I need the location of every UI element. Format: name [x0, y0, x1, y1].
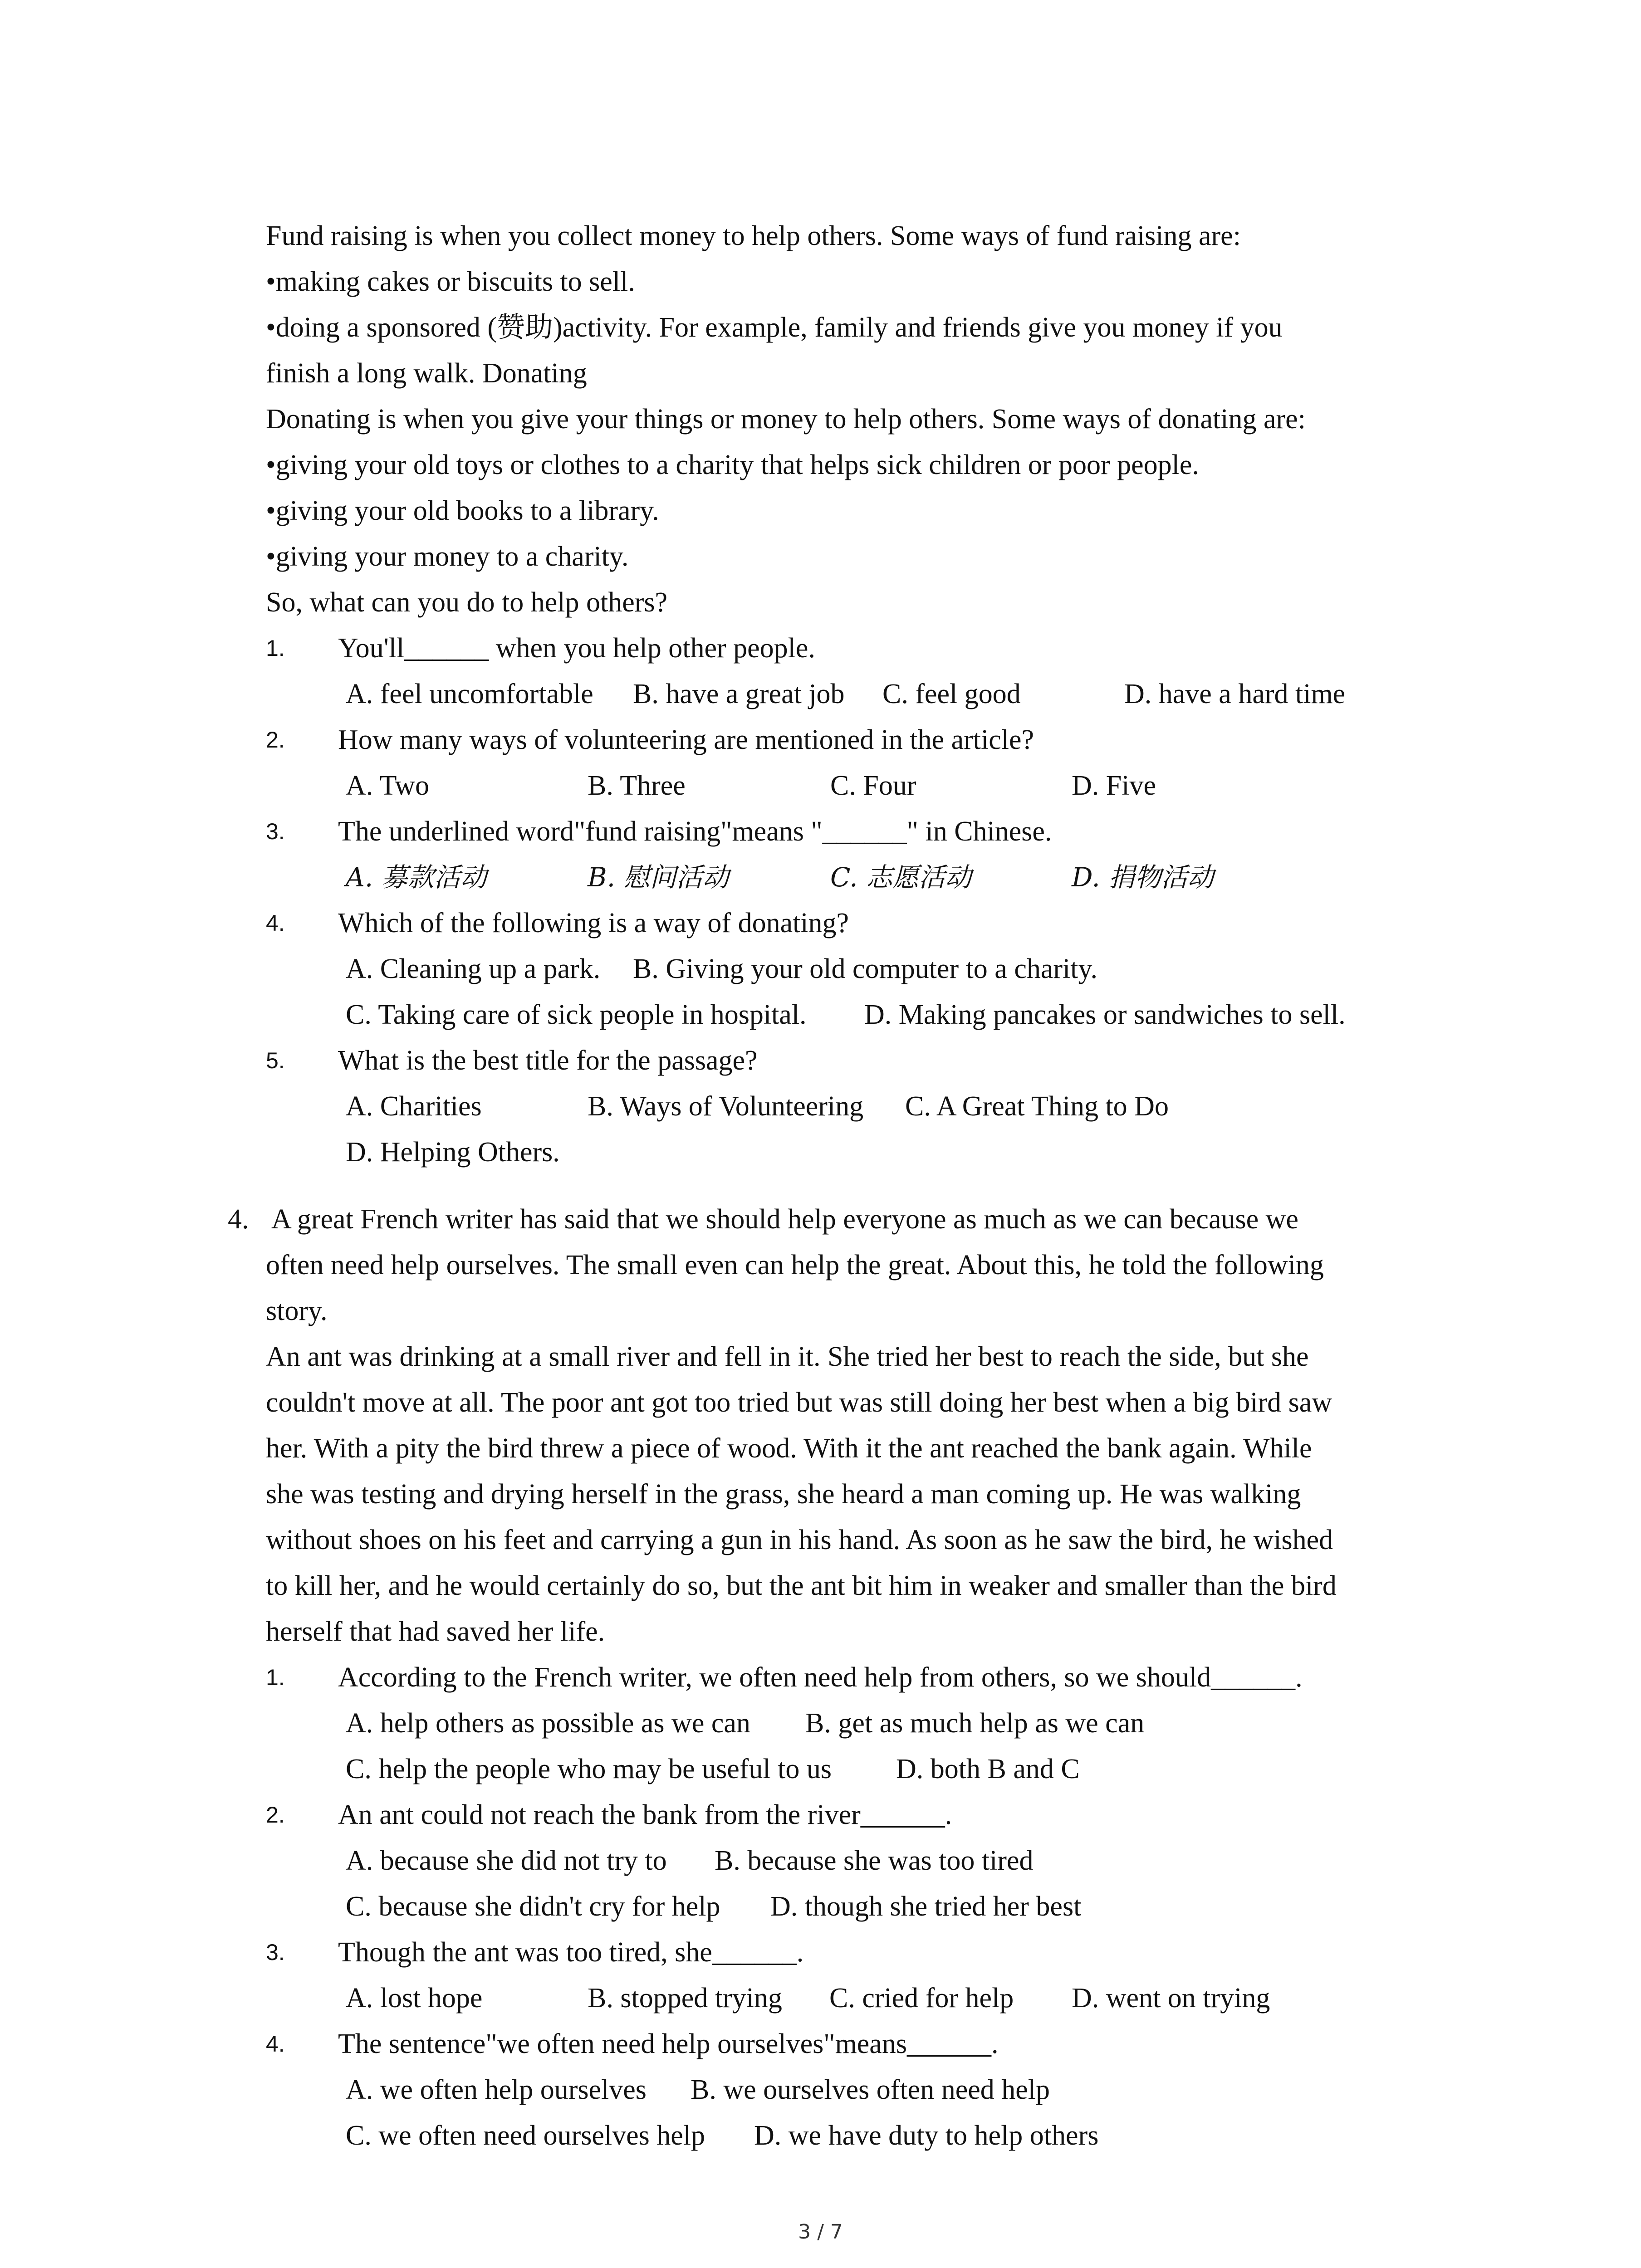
- question-text: Which of the following is a way of donating?: [338, 908, 849, 938]
- question-number: 2.: [266, 727, 285, 753]
- option-b: B. Ways of Volunteering: [588, 1091, 864, 1122]
- option-b: B. Giving your old computer to a charity.: [633, 953, 1097, 984]
- passage-line: •making cakes or biscuits to sell.: [266, 266, 635, 297]
- option-a: A. Charities: [346, 1091, 482, 1122]
- passage-line: An ant was drinking at a small river and fell in it. She tried her best to reach the side, but she: [266, 1341, 1309, 1372]
- option-d: D. went on trying: [1072, 1983, 1270, 2014]
- option-c: C. cried for help: [829, 1983, 1014, 2014]
- option-a: A. feel uncomfortable: [346, 679, 593, 709]
- question-text: An ant could not reach the bank from the river______.: [338, 1799, 952, 1830]
- option-c: C. Four: [830, 770, 916, 801]
- question-text: You'll______ when you help other people.: [338, 633, 815, 664]
- question-text: Though the ant was too tired, she______.: [338, 1937, 804, 1968]
- question-number: 4.: [266, 910, 285, 936]
- option-d: D. 捐物活动: [1072, 862, 1214, 893]
- passage-line: Donating is when you give your things or money to help others. Some ways of donating are:: [266, 404, 1306, 435]
- question-number: 3.: [266, 819, 285, 844]
- option-b: B. have a great job: [633, 679, 845, 709]
- option-d: D. Helping Others.: [346, 1137, 560, 1168]
- option-c: C. feel good: [882, 679, 1021, 709]
- option-c: C. A Great Thing to Do: [905, 1091, 1169, 1122]
- passage-line: to kill her, and he would certainly do so, but the ant bit him in weaker and smaller than the bird: [266, 1570, 1337, 1601]
- option-c: C. help the people who may be useful to us: [346, 1754, 832, 1784]
- passage-line: couldn't move at all. The poor ant got too tried but was still doing her best when a big bird saw: [266, 1387, 1332, 1418]
- option-a: A. Two: [346, 770, 429, 801]
- option-d: D. Making pancakes or sandwiches to sell.: [864, 999, 1346, 1030]
- option-d: D. though she tried her best: [770, 1891, 1082, 1922]
- option-d: D. both B and C: [896, 1754, 1080, 1784]
- option-c: C. because she didn't cry for help: [346, 1891, 720, 1922]
- passage-line: So, what can you do to help others?: [266, 587, 668, 618]
- passage-line: •giving your old books to a library.: [266, 495, 659, 526]
- question-text: The underlined word"fund raising"means "______" in Chinese.: [338, 816, 1052, 847]
- question-text: What is the best title for the passage?: [338, 1045, 758, 1076]
- option-a: A. help others as possible as we can: [346, 1708, 750, 1739]
- option-a: A. we often help ourselves: [346, 2074, 647, 2105]
- passage-line: •doing a sponsored (赞助)activity. For example, family and friends give you money if you: [266, 312, 1283, 343]
- passage-line: A great French writer has said that we should help everyone as much as we can because we: [271, 1204, 1298, 1235]
- option-c: C. Taking care of sick people in hospital.: [346, 999, 807, 1030]
- option-c: C. 志愿活动: [830, 862, 972, 893]
- option-b: B. stopped trying: [588, 1983, 782, 2014]
- option-a: A. Cleaning up a park.: [346, 953, 601, 984]
- passage-line: finish a long walk. Donating: [266, 358, 587, 389]
- option-b: B. because she was too tired: [715, 1845, 1034, 1876]
- passage-line: •giving your money to a charity.: [266, 541, 629, 572]
- option-b: B. get as much help as we can: [805, 1708, 1145, 1739]
- option-c: C. we often need ourselves help: [346, 2120, 705, 2151]
- question-number: 4.: [266, 2031, 285, 2057]
- option-b: B. 慰问活动: [588, 862, 729, 893]
- passage-line: without shoes on his feet and carrying a gun in his hand. As soon as he saw the bird, he wished: [266, 1525, 1333, 1555]
- question-text: The sentence"we often need help ourselves"means______.: [338, 2028, 999, 2059]
- option-a: A. 募款活动: [346, 862, 487, 893]
- passage-line: story.: [266, 1295, 328, 1326]
- passage-line: she was testing and drying herself in the grass, she heard a man coming up. He was walking: [266, 1479, 1301, 1510]
- passage-line: •giving your old toys or clothes to a charity that helps sick children or poor people.: [266, 450, 1199, 480]
- option-a: A. lost hope: [346, 1983, 483, 2014]
- option-d: D. we have duty to help others: [754, 2120, 1099, 2151]
- passage-line: herself that had saved her life.: [266, 1616, 605, 1647]
- option-d: D. have a hard time: [1124, 679, 1346, 709]
- passage-line: Fund raising is when you collect money to help others. Some ways of fund raising are:: [266, 220, 1241, 251]
- option-b: B. Three: [588, 770, 686, 801]
- option-a: A. because she did not try to: [346, 1845, 667, 1876]
- question-text: How many ways of volunteering are mentioned in the article?: [338, 724, 1034, 755]
- option-b: B. we ourselves often need help: [691, 2074, 1050, 2105]
- question-number: 1.: [266, 1665, 285, 1690]
- option-d: D. Five: [1072, 770, 1156, 801]
- question-number: 1.: [266, 635, 285, 661]
- question-number: 2.: [266, 1802, 285, 1828]
- section-number: 4.: [228, 1204, 249, 1235]
- question-text: According to the French writer, we often need help from others, so we should______.: [338, 1662, 1303, 1693]
- page-number: 3 / 7: [798, 2220, 843, 2244]
- passage-line: often need help ourselves. The small even can help the great. About this, he told the following: [266, 1250, 1324, 1281]
- question-number: 3.: [266, 1940, 285, 1965]
- question-number: 5.: [266, 1048, 285, 1073]
- passage-line: her. With a pity the bird threw a piece of wood. With it the ant reached the bank again. While: [266, 1433, 1312, 1464]
